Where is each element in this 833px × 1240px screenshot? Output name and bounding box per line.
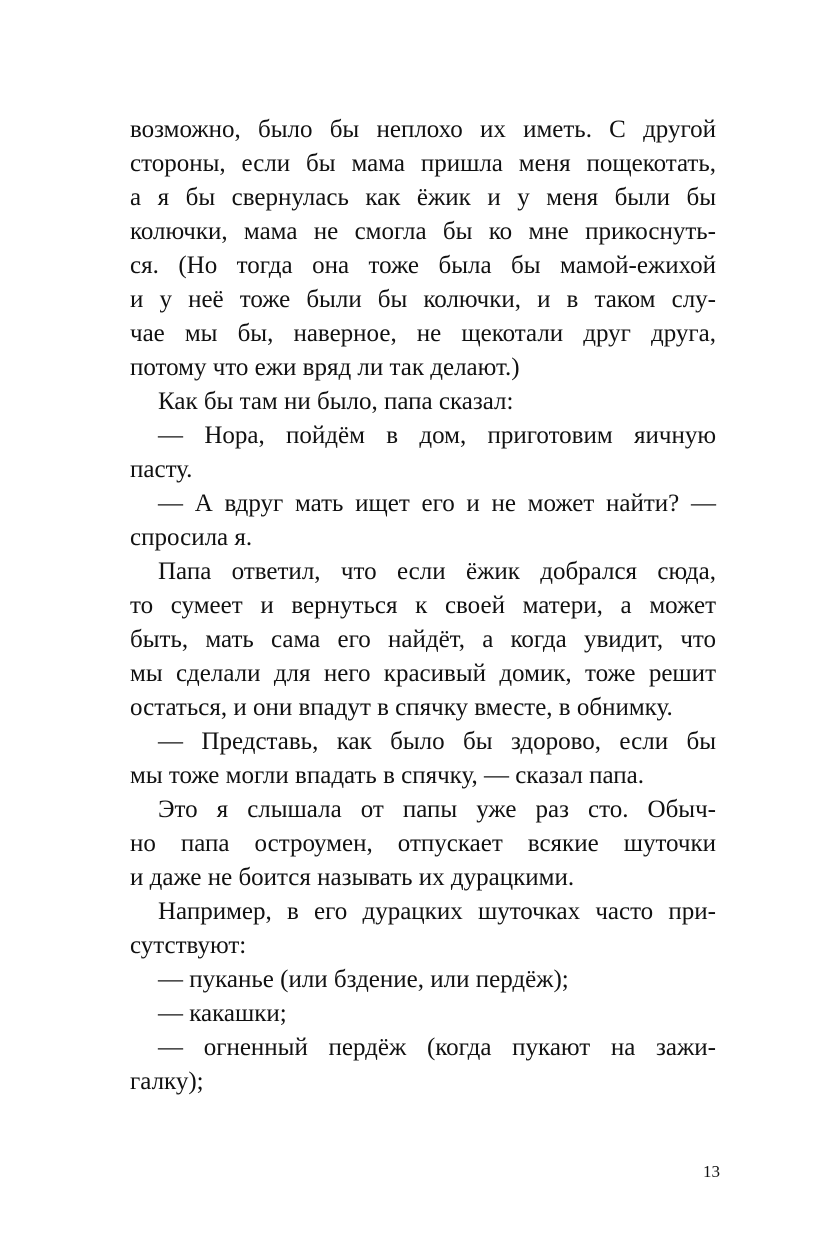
- text-line: а я бы свернулась как ёжик и у меня были бы: [130, 184, 716, 211]
- page-body-text: [130, 113, 716, 1099]
- text-line: колючки, мама не смогла бы ко мне прикоснуть-: [130, 218, 716, 245]
- text-line: — Нора, пойдём в дом, приготовим яичную: [158, 422, 716, 449]
- text-line: потому что ежи вряд ли так делают.): [130, 354, 520, 381]
- text-line: возможно, было бы неплохо их иметь. С другой: [130, 116, 716, 143]
- text-line: быть, мать сама его найдёт, а когда увидит, что: [130, 626, 716, 653]
- text-line: — пуканье (или бздение, или пердёж);: [158, 966, 569, 993]
- text-line: и даже не боится называть их дурацкими.: [130, 864, 575, 891]
- text-line: Как бы там ни было, папа сказал:: [158, 388, 514, 415]
- text-line: мы сделали для него красивый домик, тоже решит: [130, 660, 716, 687]
- text-line: стороны, если бы мама пришла меня пощекотать,: [130, 150, 716, 177]
- text-line: — Представь, как было бы здорово, если бы: [158, 728, 716, 755]
- text-line: сутствуют:: [130, 932, 247, 959]
- text-line: спросила я.: [130, 524, 253, 551]
- page-number: 13: [703, 1162, 720, 1181]
- text-line: — А вдруг мать ищет его и не может найти? —: [158, 490, 716, 517]
- text-line: Это я слышала от папы уже раз сто. Обыч-: [158, 796, 716, 823]
- text-line: Например, в его дурацких шуточках часто при-: [158, 898, 716, 925]
- text-line: то сумеет и вернуться к своей матери, а может: [130, 592, 716, 619]
- text-line: — огненный пердёж (когда пукают на зажи-: [158, 1034, 716, 1061]
- text-line: — какашки;: [158, 1000, 287, 1027]
- text-line: и у неё тоже были бы колючки, и в таком слу-: [130, 286, 716, 313]
- text-line: ся. (Но тогда она тоже была бы мамой-ежихой: [130, 252, 716, 279]
- text-line: Папа ответил, что если ёжик добрался сюда,: [158, 558, 716, 585]
- text-line: остаться, и они впадут в спячку вместе, в обнимку.: [130, 694, 673, 721]
- text-line: галку);: [130, 1068, 204, 1095]
- text-line: мы тоже могли впадать в спячку, — сказал папа.: [130, 762, 644, 789]
- text-line: но папа остроумен, отпускает всякие шуточки: [130, 830, 716, 857]
- text-line: пасту.: [130, 456, 193, 483]
- text-line: чае мы бы, наверное, не щекотали друг друга,: [130, 320, 716, 347]
